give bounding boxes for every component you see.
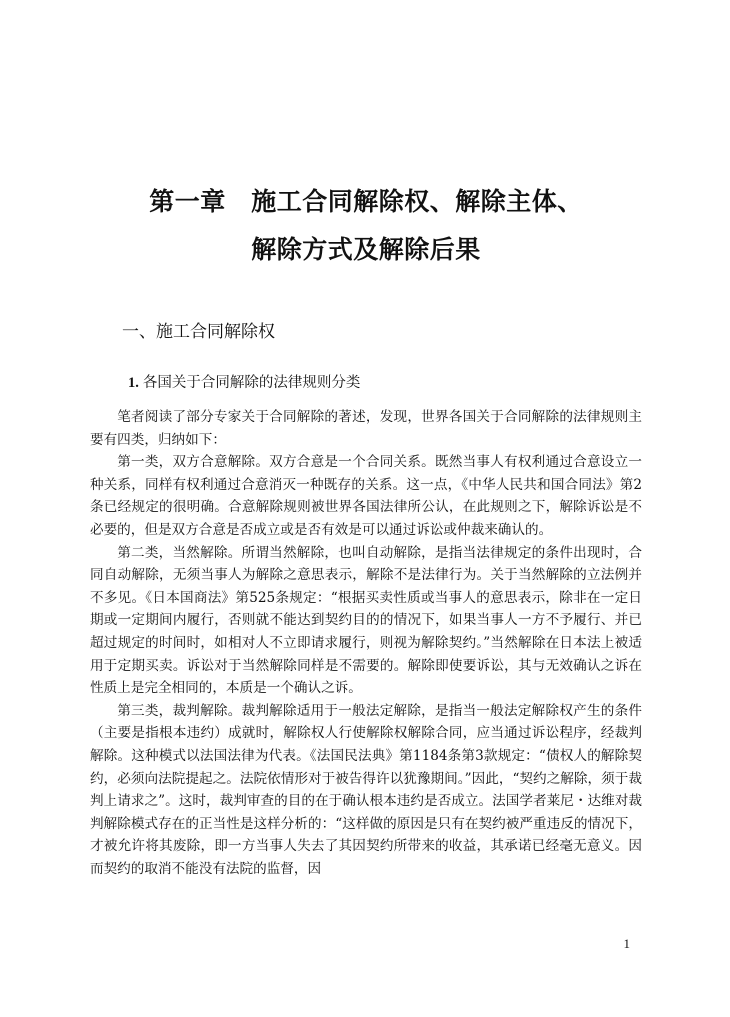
subsection-heading <box>128 372 642 394</box>
section-heading: 一、施工合同解除权 <box>122 322 275 342</box>
subsection-heading-text: 各国关于合同解除的法律规则分类 <box>142 375 361 391</box>
chapter-title <box>90 0 642 274</box>
paragraph-category-2: 第二类，当然解除。所谓当然解除，也叫自动解除，是指当法律规定的条件出现时，合同自动解除，无须当事人为解除之意思表示，解除不是法律行为。关于当然解除的立法例并不多见。《日本国商法》第525条规定：“根据买卖性质或当事人的意思表示，除非在一定日期或一定期间内履行，否则就不能达到契约目的的情况下，如果当事人一方不予履行、并已超过规定的时间时，如相对人不立即请求履行，则视为解除契约。”当然解除在日本法上被适用于定期买卖。诉讼对于当然解除同样是不需要的。解除即使要诉讼，其与无效确认之诉在性质上是完全相同的，本质是一个确认之诉。 <box>90 544 642 697</box>
chapter-title-line-2: 解除方式及解除后果 <box>251 235 481 264</box>
paragraph-category-3: 第三类，裁判解除。裁判解除适用于一般法定解除，是指当一般法定解除权产生的条件（主要是指根本违约）成就时，解除权人行使解除权解除合同，应当通过诉讼程序，经裁判解除。这种模式以法国法律为代表。《法国民法典》第1184条第3款规定：“债权人的解除契约，必须向法院提起之。法院依情形对于被告得许以犹豫期间。”因此，“契约之解除，须于裁判上请求之”。这时，裁判审查的目的在于确认根本违约是否成立。法国学者莱尼・达维对裁判解除模式存在的正当性是这样分析的：“这样做的原因是只有在契约被严重违反的情况下，才被允许将其废除，即一方当事人失去了其因契约所带来的收益，其承诺已经毫无意义。因而契约的取消不能没有法院的监督，因 <box>90 702 642 877</box>
chapter-title-line-1: 第一章 施工合同解除权、解除主体、 <box>149 187 583 216</box>
paragraph-category-1: 第一类，双方合意解除。双方合意是一个合同关系。既然当事人有权利通过合意设立一种关系，同样有权利通过合意消灭一种既存的关系。这一点，《中华人民共和国合同法》第2条已经规定的很明确。合意解除规则被世界各国法律所公认，在此规则之下，解除诉讼是不必要的，但是双方合意是否成立或是否有效是可以通过诉讼或仲裁来确认的。 <box>90 454 642 538</box>
paragraph-intro: 笔者阅读了部分专家关于合同解除的著述，发现，世界各国关于合同解除的法律规则主要有四类，归纳如下： <box>90 409 642 448</box>
page-number: 1 <box>623 936 630 951</box>
subsection-number: 1. <box>128 375 139 391</box>
body-text <box>90 406 642 880</box>
